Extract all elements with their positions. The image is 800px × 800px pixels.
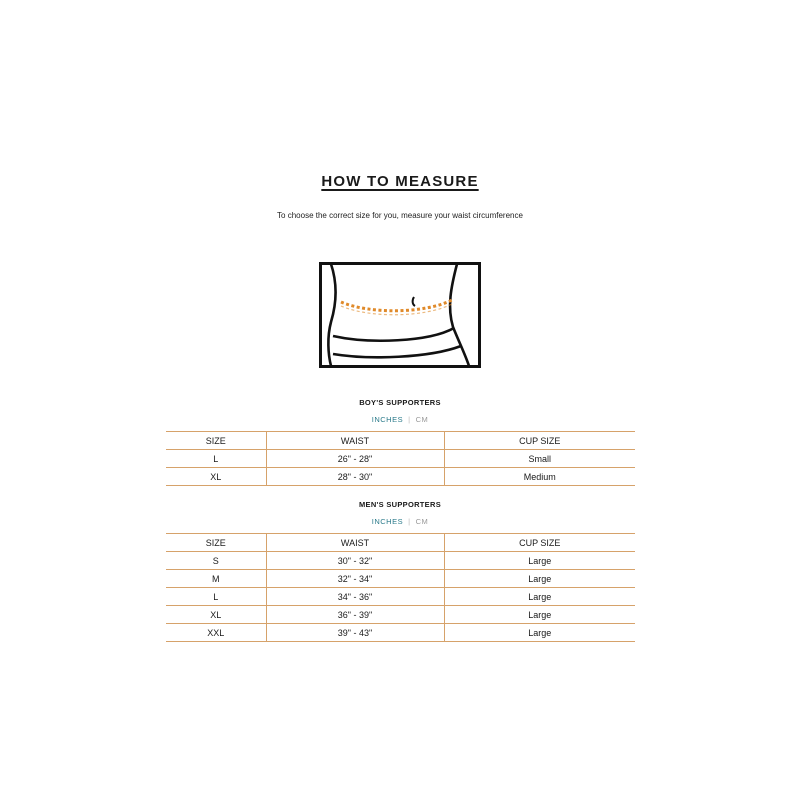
waist-cell: 26" - 28" bbox=[266, 450, 444, 468]
size-cell: XL bbox=[166, 606, 266, 624]
boys-supporters-heading: BOY'S SUPPORTERS bbox=[359, 398, 441, 407]
page-subtitle: To choose the correct size for you, measure your waist circumference bbox=[277, 211, 523, 220]
boys-unit-toggle bbox=[0, 415, 800, 425]
mens-unit-toggle bbox=[0, 517, 800, 527]
waist-cell: 34" - 36" bbox=[266, 588, 444, 606]
boys-unit-cm[interactable]: CM bbox=[415, 415, 429, 424]
size-cell: XXL bbox=[166, 624, 266, 642]
size-cell: L bbox=[166, 450, 266, 468]
cup-size-cell: Medium bbox=[444, 468, 635, 486]
table-row bbox=[166, 570, 635, 588]
cup-size-cell: Large bbox=[444, 552, 635, 570]
cup-size-cell: Large bbox=[444, 588, 635, 606]
waist-cell: 39" - 43" bbox=[266, 624, 444, 642]
unit-separator: | bbox=[408, 415, 411, 424]
size-cell: M bbox=[166, 570, 266, 588]
column-header-cup-size: CUP SIZE bbox=[444, 432, 635, 450]
column-header-cup-size: CUP SIZE bbox=[444, 534, 635, 552]
column-header-size: SIZE bbox=[166, 534, 266, 552]
mens-size-table bbox=[166, 533, 635, 642]
column-header-waist: WAIST bbox=[266, 534, 444, 552]
size-cell: XL bbox=[166, 468, 266, 486]
waist-cell: 36" - 39" bbox=[266, 606, 444, 624]
mens-unit-inches[interactable]: INCHES bbox=[371, 517, 404, 526]
table-row bbox=[166, 624, 635, 642]
waist-cell: 28" - 30" bbox=[266, 468, 444, 486]
unit-separator: | bbox=[408, 517, 411, 526]
table-row bbox=[166, 450, 635, 468]
table-header-row bbox=[166, 534, 635, 552]
page-title: HOW TO MEASURE bbox=[321, 173, 479, 190]
table-row bbox=[166, 552, 635, 570]
mens-supporters-heading: MEN'S SUPPORTERS bbox=[358, 500, 441, 509]
cup-size-cell: Large bbox=[444, 570, 635, 588]
size-cell: L bbox=[166, 588, 266, 606]
waist-measurement-icon bbox=[319, 262, 481, 368]
table-header-row bbox=[166, 432, 635, 450]
cup-size-cell: Large bbox=[444, 606, 635, 624]
table-row bbox=[166, 588, 635, 606]
waist-cell: 30" - 32" bbox=[266, 552, 444, 570]
column-header-size: SIZE bbox=[166, 432, 266, 450]
table-row bbox=[166, 468, 635, 486]
cup-size-cell: Small bbox=[444, 450, 635, 468]
boys-unit-inches[interactable]: INCHES bbox=[371, 415, 404, 424]
mens-unit-cm[interactable]: CM bbox=[415, 517, 429, 526]
boys-size-table bbox=[166, 431, 635, 486]
column-header-waist: WAIST bbox=[266, 432, 444, 450]
waist-cell: 32" - 34" bbox=[266, 570, 444, 588]
cup-size-cell: Large bbox=[444, 624, 635, 642]
size-cell: S bbox=[166, 552, 266, 570]
table-row bbox=[166, 606, 635, 624]
